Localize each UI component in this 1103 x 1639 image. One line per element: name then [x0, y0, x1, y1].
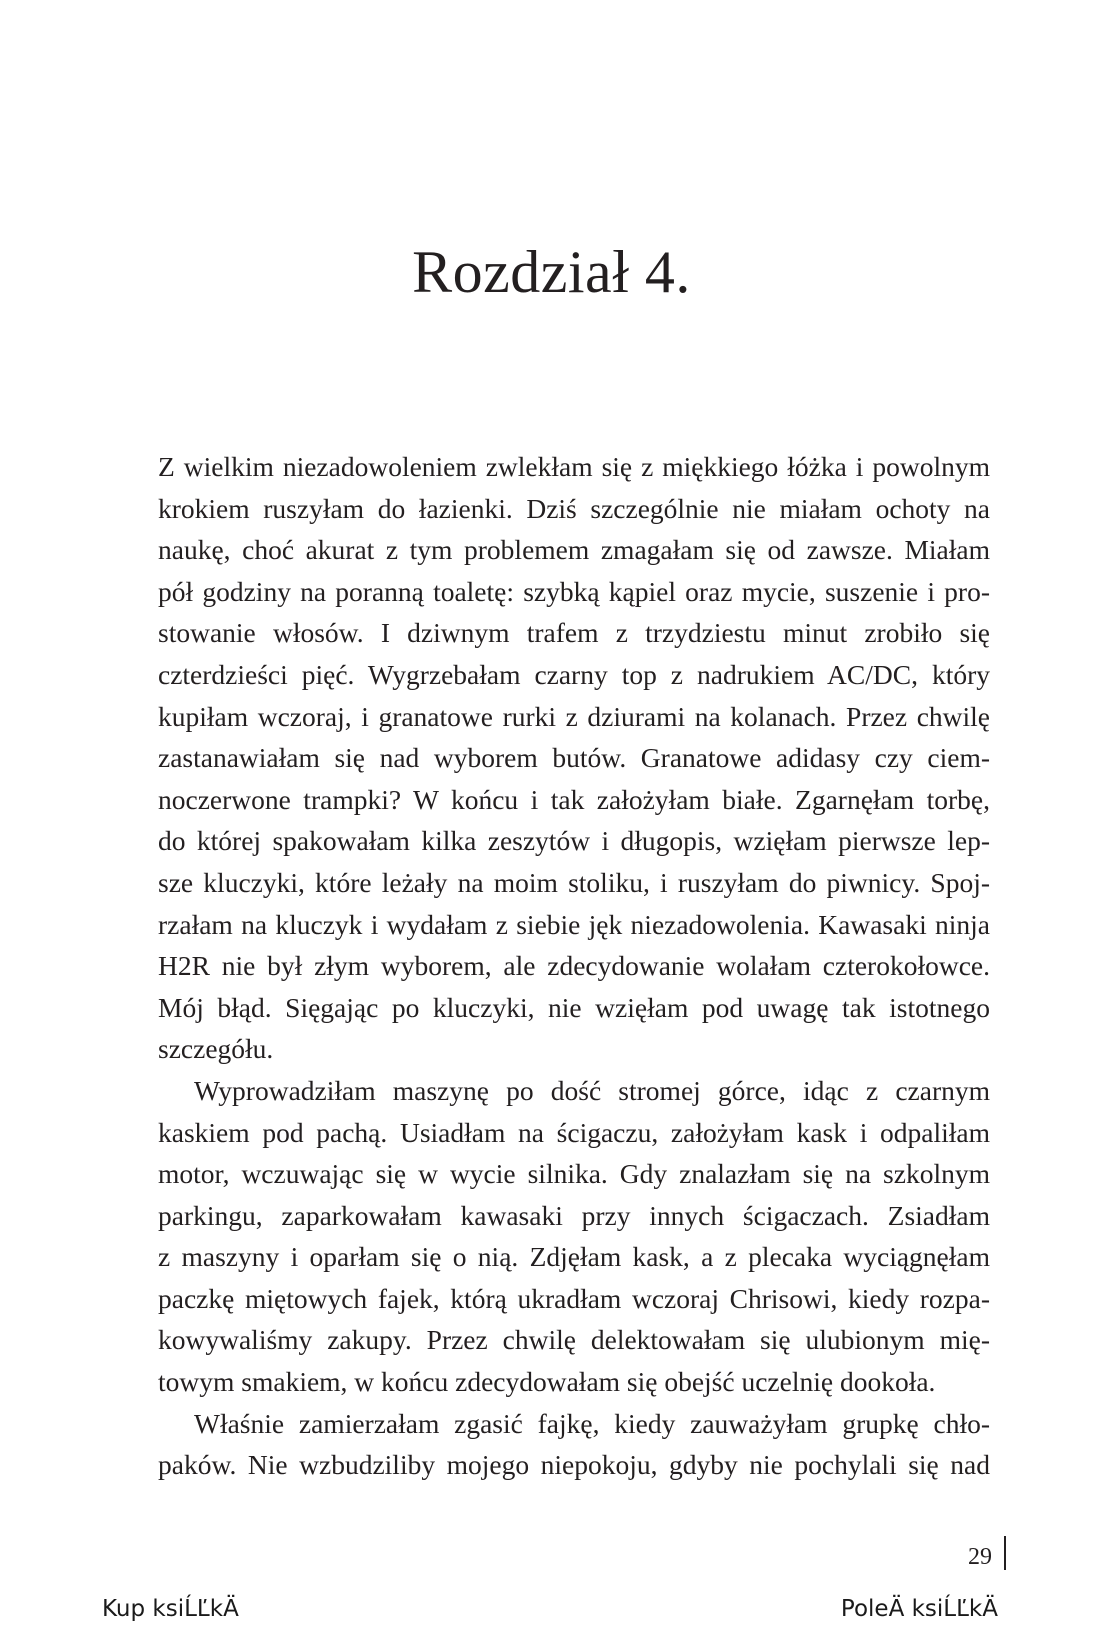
text-line: krokiem ruszyłam do łazienki. Dziś szczególnie nie miałam ochoty na: [158, 492, 990, 524]
text-line: pół godziny na poranną toaletę: szybką kąpiel oraz mycie, suszenie i pro-: [158, 575, 990, 607]
text-line: szczegółu.: [158, 1033, 274, 1065]
text-line: motor, wczuwając się w wycie silnika. Gdy znalazłam się na szkolnym: [158, 1158, 990, 1190]
buy-book-link[interactable]: Kup ksiĹĽkÄ: [102, 1596, 239, 1622]
text-line: towym smakiem, w końcu zdecydowałam się obejść uczelnię dookoła.: [158, 1366, 936, 1398]
text-line: parkingu, zaparkowałam kawasaki przy innych ścigaczach. Zsiadłam: [158, 1199, 990, 1231]
text-line: noczerwone trampki? W końcu i tak założyłam białe. Zgarnęłam torbę,: [158, 783, 990, 815]
chapter-title: Rozdział 4.: [412, 239, 691, 305]
text-line: czterdzieści pięć. Wygrzebałam czarny top z nadrukiem AC/DC, który: [158, 658, 990, 690]
text-line: paczkę miętowych fajek, którą ukradłam wczoraj Chrisowi, kiedy rozpa-: [158, 1282, 990, 1314]
text-line: kupiłam wczoraj, i granatowe rurki z dziurami na kolanach. Przez chwilę: [158, 700, 990, 732]
text-line: sze kluczyki, które leżały na moim stoliku, i ruszyłam do piwnicy. Spoj-: [158, 866, 990, 898]
text-line: rzałam na kluczyk i wydałam z siebie jęk niezadowolenia. Kawasaki ninja: [158, 908, 990, 940]
recommend-book-link[interactable]: PoleÄ ksiĹĽkÄ: [840, 1596, 998, 1622]
text-line: naukę, choć akurat z tym problemem zmagałam się od zawsze. Miałam: [158, 534, 990, 566]
page-number: 29: [968, 1544, 992, 1570]
text-line: H2R nie był złym wyborem, ale zdecydowanie wolałam czterokołowce.: [158, 950, 990, 982]
text-line: Wyprowadziłam maszynę po dość stromej górce, idąc z czarnym: [194, 1074, 990, 1106]
text-line: Mój błąd. Sięgając po kluczyki, nie wzięłam pod uwagę tak istotnego: [158, 991, 990, 1023]
text-line: z maszyny i oparłam się o nią. Zdjęłam kask, a z plecaka wyciągnęłam: [158, 1241, 990, 1273]
page-number-rule: [1004, 1536, 1006, 1570]
text-line: Właśnie zamierzałam zgasić fajkę, kiedy zauważyłam grupkę chło-: [194, 1407, 990, 1439]
text-line: do której spakowałam kilka zeszytów i długopis, wzięłam pierwsze lep-: [158, 825, 990, 857]
text-line: stowanie włosów. I dziwnym trafem z trzydziestu minut zrobiło się: [158, 617, 990, 649]
chapter-body: [158, 446, 990, 1486]
text-line: Z wielkim niezadowoleniem zwlekłam się z miękkiego łóżka i powolnym: [158, 451, 990, 482]
text-line: paków. Nie wzbudziliby mojego niepokoju, gdyby nie pochylali się nad: [158, 1449, 990, 1481]
text-line: kaskiem pod pachą. Usiadłam na ścigaczu, założyłam kask i odpaliłam: [158, 1116, 990, 1148]
text-line: kowywaliśmy zakupy. Przez chwilę delektowałam się ulubionym mię-: [158, 1324, 990, 1356]
text-line: zastanawiałam się nad wyborem butów. Granatowe adidasy czy ciem-: [158, 742, 990, 774]
